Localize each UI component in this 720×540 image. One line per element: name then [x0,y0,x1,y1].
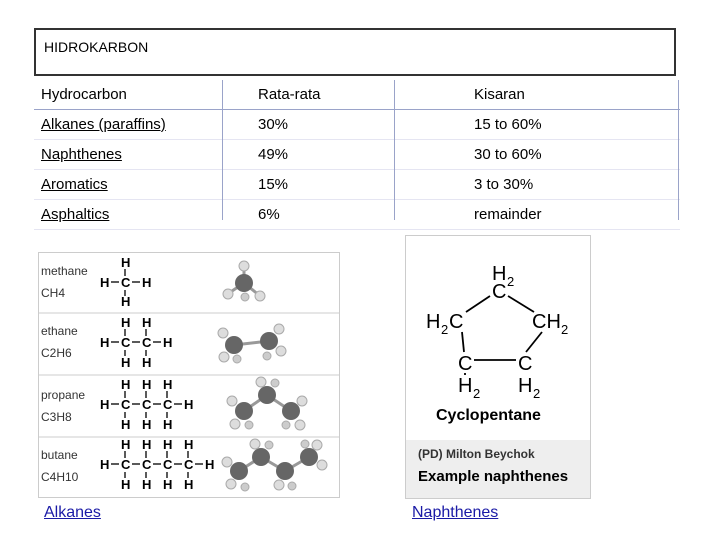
hydrocarbon-link[interactable]: Alkanes (paraffins) [41,116,166,133]
footer-label: Example naphthenes [418,468,569,485]
image-credit: (PD) Milton Beychok [418,447,535,461]
alkane-formula: CH4 [41,286,66,300]
alkanes-figure [38,252,340,498]
svg-text:C: C [492,281,507,303]
hydrocarbon-link[interactable]: Aromatics [41,176,108,193]
svg-text:H: H [100,275,110,290]
alkane-formula: C2H6 [41,346,72,360]
svg-text:2: 2 [441,322,449,337]
range-value: 3 to 30% [474,176,534,193]
butane-row [41,437,327,492]
cyclopentane-structure [426,263,568,401]
svg-text:H: H [121,255,131,270]
average-value: 49% [258,146,289,163]
svg-text:H: H [100,457,110,472]
methane-row [41,255,265,309]
propane-row [41,377,307,432]
svg-text:H: H [100,335,110,350]
svg-text:H: H [121,315,131,330]
header-average: Rata-rata [258,86,321,103]
alkane-name: butane [41,448,78,462]
table-row [34,200,680,230]
svg-text:H: H [184,477,194,492]
range-value: 30 to 60% [474,146,542,163]
alkane-name: propane [41,388,86,402]
table-divider [678,80,679,220]
svg-text:C: C [142,335,152,350]
svg-text:C: C [142,397,152,412]
svg-text:H: H [492,263,507,285]
svg-text:H: H [121,437,131,452]
propane-ball-model [227,377,307,430]
slide-title: HIDROKARBON [44,39,149,55]
hydrocarbon-table [34,80,680,230]
alkane-formula: C3H8 [41,410,72,424]
svg-text:C: C [121,397,131,412]
table-row [34,110,680,140]
header-range: Kisaran [474,86,525,103]
hydrocarbon-link[interactable]: Naphthenes [41,146,122,163]
average-value: 15% [258,176,289,193]
svg-text:C: C [184,457,194,472]
svg-text:H: H [163,417,173,432]
svg-text:H: H [142,377,152,392]
range-value: remainder [474,206,542,223]
svg-text:2: 2 [473,386,481,401]
slide-title-box [34,28,676,76]
cyclopentane-diagram [406,236,590,498]
svg-text:C: C [121,335,131,350]
ethane-bonds [111,329,161,356]
alkane-name: methane [41,264,88,278]
svg-text:H: H [121,377,131,392]
naphthenes-caption-link[interactable]: Naphthenes [412,504,499,521]
ethane-row [41,315,286,370]
svg-text:H: H [142,437,152,452]
header-hydrocarbon: Hydrocarbon [41,86,127,103]
methane-structural-formula [100,255,151,309]
table-divider [222,80,223,220]
svg-text:C: C [142,457,152,472]
table-row [34,140,680,170]
svg-text:C: C [163,457,173,472]
svg-text:H: H [121,294,131,309]
svg-text:H: H [426,311,441,333]
alkane-name: ethane [41,324,78,338]
svg-text:H: H [163,377,173,392]
average-value: 6% [258,206,280,223]
table-divider [394,80,395,220]
alkane-formula: C4H10 [41,470,79,484]
svg-text:CH: CH [532,311,561,333]
svg-text:C: C [121,275,131,290]
svg-text:C: C [458,353,473,375]
svg-text:H: H [184,437,194,452]
hydrocarbon-link[interactable]: Asphaltics [41,206,110,223]
svg-text:2: 2 [507,274,515,289]
svg-text:H: H [518,375,533,397]
methane-ball-model [223,261,265,301]
svg-text:H: H [121,355,131,370]
svg-text:H: H [142,315,152,330]
table-row [34,170,680,200]
average-value: 30% [258,116,289,133]
table-header-row [34,80,680,110]
range-value: 15 to 60% [474,116,542,133]
svg-text:2: 2 [561,322,569,337]
butane-ball-model [222,439,327,491]
svg-text:H: H [184,397,194,412]
molecule-name: Cyclopentane [436,407,541,424]
svg-text:C: C [163,397,173,412]
ethane-ball-model [218,324,286,363]
svg-text:C: C [121,457,131,472]
svg-text:H: H [142,355,152,370]
svg-text:H: H [142,477,152,492]
svg-text:H: H [142,275,152,290]
alkanes-diagram [39,253,339,497]
svg-text:H: H [142,417,152,432]
svg-text:H: H [163,477,173,492]
svg-text:H: H [100,397,110,412]
svg-text:H: H [205,457,215,472]
svg-text:C: C [518,353,533,375]
svg-text:H: H [163,335,173,350]
svg-text:H: H [163,437,173,452]
svg-text:H: H [121,417,131,432]
svg-text:2: 2 [533,386,541,401]
svg-text:H: H [458,375,473,397]
alkanes-caption-link[interactable]: Alkanes [44,504,101,521]
svg-text:H: H [121,477,131,492]
naphthenes-figure [405,235,591,499]
svg-text:C: C [449,311,464,333]
